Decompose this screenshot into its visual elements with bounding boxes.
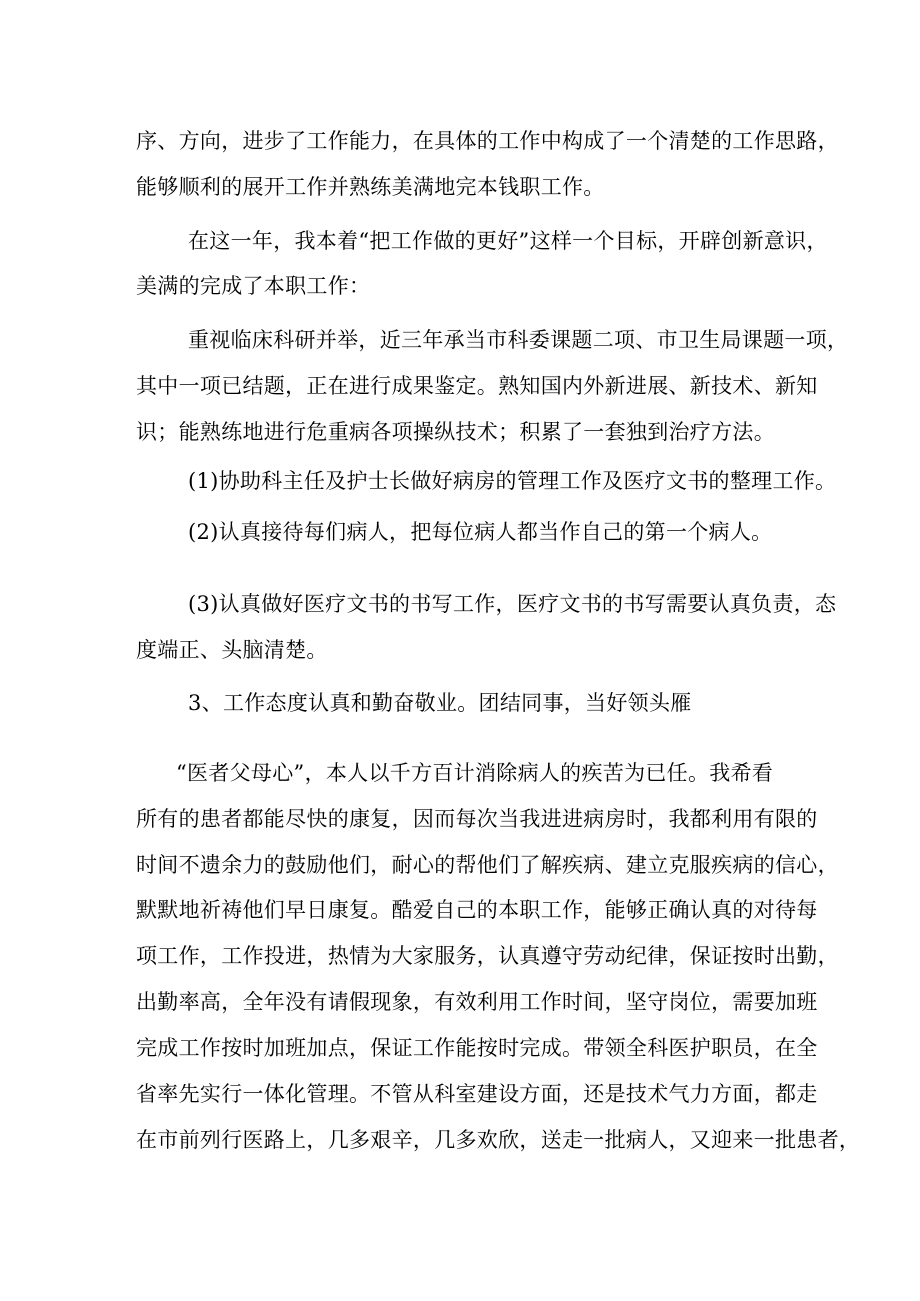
paragraph-line: 识；能熟练地进行危重病各项操纵技术；积累了一套独到治疗方法。 — [136, 420, 775, 444]
paragraph-line: “医者父母心”，本人以千方百计消除病人的疾苦为已任。我希看 — [176, 761, 774, 785]
paragraph-line: 时间不遗余力的鼓励他们，耐心的帮他们了解疾病、建立克服疾病的信心， — [136, 853, 839, 877]
paragraph-line: 美满的完成了本职工作： — [136, 274, 371, 298]
paragraph-line: 默默地祈祷他们早日康复。酷爱自己的本职工作，能够正确认真的对待每 — [136, 898, 818, 922]
paragraph-line: 完成工作按时加班加点，保证工作能按时完成。带领全科医护职员，在全 — [136, 1036, 818, 1060]
list-item: (3)认真做好医疗文书的书写工作，医疗文书的书写需要认真负责，态 — [188, 592, 837, 616]
list-item: (1)协助科主任及护士长做好病房的管理工作及医疗文书的整理工作。 — [188, 469, 837, 493]
paragraph-line: 序、方向，进步了工作能力，在具体的工作中构成了一个清楚的工作思路， — [136, 129, 839, 153]
paragraph-line: 在这一年，我本着“把工作做的更好”这样一个目标，开辟创新意识， — [188, 229, 828, 253]
paragraph-line: 其中一项已结题，正在进行成果鉴定。熟知国内外新进展、新技术、新知 — [136, 374, 818, 398]
section-heading: 3、工作态度认真和勤奋敬业。团结同事，当好领头雁 — [188, 691, 692, 715]
paragraph-line: 出勤率高，全年没有请假现象，有效利用工作时间，坚守岗位，需要加班 — [136, 990, 818, 1014]
paragraph-line: 度端正、头脑清楚。 — [136, 638, 328, 662]
paragraph-line: 所有的患者都能尽快的康复，因而每次当我进进病房时，我都利用有限的 — [136, 807, 818, 831]
paragraph-line: 省率先实行一体化管理。不管从科室建设方面，还是技术气力方面，都走 — [136, 1082, 818, 1106]
list-item: (2)认真接待每们病人，把每位病人都当作自己的第一个病人。 — [188, 520, 773, 544]
paragraph-line: 在市前列行医路上，几多艰辛，几多欢欣，送走一批病人，又迎来一批患者， — [136, 1128, 861, 1152]
paragraph-line: 重视临床科研并举，近三年承当市科委课题二项、市卫生局课题一项， — [188, 328, 849, 352]
paragraph-line: 能够顺利的展开工作并熟练美满地完本钱职工作。 — [136, 175, 605, 199]
paragraph-line: 项工作，工作投进，热情为大家服务，认真遵守劳动纪律，保证按时出勤， — [136, 944, 839, 968]
